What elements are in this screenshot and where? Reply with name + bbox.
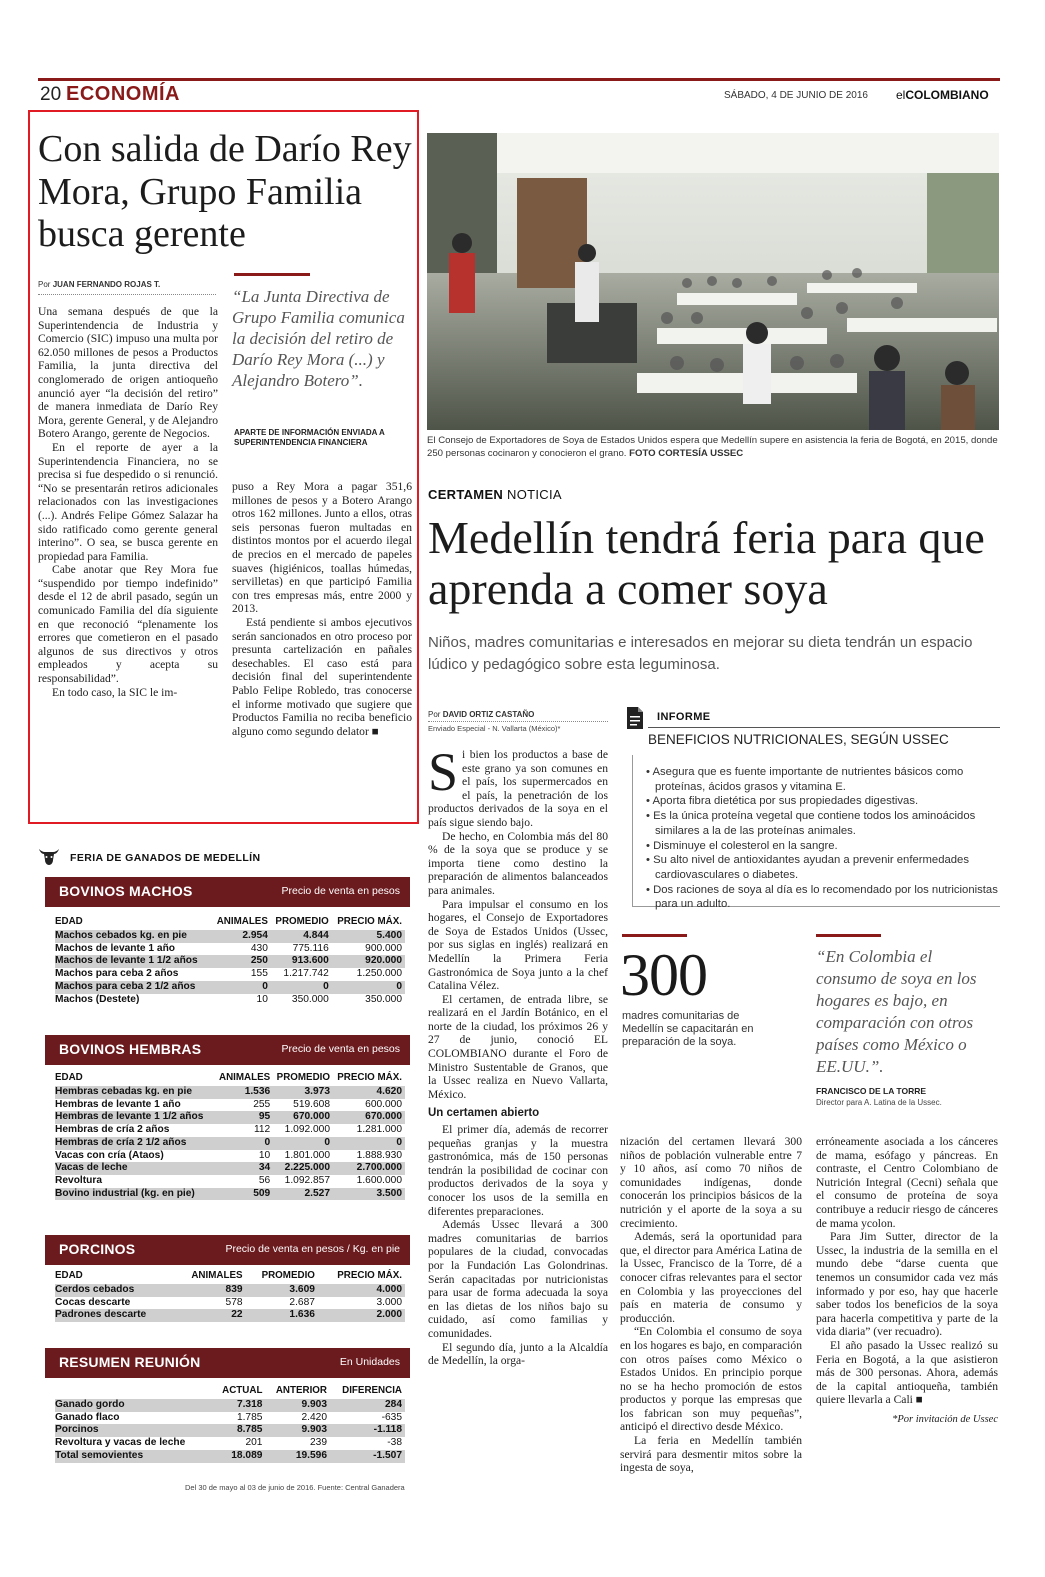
column-header: ANIMALES: [219, 1072, 271, 1083]
table-cell: 250: [212, 955, 271, 968]
table-cell: 284: [330, 1399, 405, 1412]
table-cell: 350.000: [365, 993, 402, 1005]
quote-rule: [234, 273, 310, 276]
row-label: Total semovientes: [55, 1450, 214, 1463]
table-cell: 1.785: [236, 1411, 263, 1423]
table-row: [55, 1450, 405, 1463]
paragraph: “En Colombia el consumo de soya en los hogares es bajo, en comparación con otros países como México o Estados Unidos. En principio porque no se ha hecho promoción de estos productos y porque las empresas que los fabrican son muy pequeñas”, anticipó el directivo desde México.: [620, 1325, 802, 1434]
table-cell: 1.600.000: [356, 1174, 402, 1186]
paragraph: Además Ussec llevará a 300 madres comunitarias de barrios populares de la ciudad, convocadas por la Fundación Las Golondrinas. Serán capacitadas por nutricionistas para usar de forma adecuada la soya en las dietas de los niños bajo su cuidado, así como familias y comunidades.: [428, 1218, 608, 1340]
table-cell: 600.000: [365, 1098, 402, 1110]
paragraph: Además, será la oportunidad para que, el director para América Latina de la Ussec, Francisco de la Torre, dé a conocer cifras relevantes para el sector en Colombia y las proyecciones del país en materia de consumo y producción.: [620, 1230, 802, 1325]
column-header: EDAD: [55, 1270, 83, 1281]
table-cell: -1.118: [330, 1424, 405, 1437]
table-header-bovinos-machos: BOVINOS MACHOS Precio de venta en pesos: [45, 877, 410, 907]
table-cell: 2.527: [273, 1188, 333, 1201]
feria-title: FERIA DE GANADOS DE MEDELLÍN: [70, 852, 261, 864]
table-cell: 2.420: [301, 1411, 328, 1423]
table-header-bovinos-hembras: BOVINOS HEMBRAS Precio de venta en pesos: [45, 1035, 410, 1065]
page-number: 20: [40, 84, 62, 105]
article2-byline-role: Enviado Especial - N. Vallarta (México)*: [428, 724, 561, 733]
table-cell: 4.844: [271, 930, 332, 943]
article2-footnote: *Por invitación de Ussec: [892, 1413, 998, 1425]
table-cell: 3.609: [246, 1284, 318, 1297]
paragraph: En todo caso, la SIC le im-: [52, 685, 178, 699]
table-row: [55, 1297, 405, 1310]
table-row: [55, 1412, 405, 1425]
table-row: [55, 1162, 405, 1175]
table-cell: 5.400: [332, 930, 405, 943]
column-header: ANIMALES: [216, 916, 268, 927]
article1-column-2: [232, 480, 412, 810]
newspaper-brand: elCOLOMBIANO: [896, 88, 989, 102]
table-cell: 430: [250, 942, 268, 954]
row-label: Machos para ceba 2 años: [55, 968, 179, 980]
table-row: [55, 1309, 405, 1322]
table-cell: 0: [333, 1137, 405, 1150]
table-bovinos-hembras: [55, 1072, 405, 1200]
pull-quote-2: “En Colombia el consumo de soya en los hogares es bajo, en comparación con otros países como México o EE.UU.”.: [816, 947, 977, 1076]
table-cell: 509: [216, 1188, 274, 1201]
paragraph: El primer día, además de recorrer pequeñas granjas y la muestra gastronómica, más de 150 personas tendrán la posibilidad de cocinar con productos derivados de la soya y conocer los usos de la semilla en diferentes preparaciones.: [428, 1123, 608, 1218]
table-cell: 10: [258, 1149, 271, 1161]
row-label: Ganado flaco: [55, 1411, 120, 1423]
column-header: PRECIO MÁX.: [337, 916, 402, 927]
paragraph: La feria en Medellín también servirá para desmentir mitos sobre la ingesta de soya,: [620, 1434, 802, 1475]
article1-byline: Por JUAN FERNANDO ROJAS T.: [38, 280, 161, 289]
table-source: Del 30 de mayo al 03 de junio de 2016. Fuente: Central Ganadera: [185, 1483, 405, 1492]
table-row: [55, 943, 405, 956]
column-header: PRECIO MÁX.: [337, 1270, 402, 1281]
table-cell: 255: [253, 1098, 271, 1110]
list-item: • Aporta fibra dietética por sus propiedades digestivas.: [645, 794, 1000, 809]
article1-column-1: [38, 305, 218, 810]
article2-kicker: CERTAMEN NOTICIA: [428, 487, 562, 502]
paragraph: Para impulsar el consumo en los hogares, el Consejo de Exportadores de Soya de Estados Unidos (Ussec, por sus siglas en inglés) realizará en Medellín la Primera Feria Gastronómica de Soya junto a la chef Catalina Vélez.: [428, 897, 608, 993]
row-label: Cocas descarte: [55, 1296, 131, 1308]
column-header: PRECIO MÁX.: [337, 1072, 402, 1083]
table-cell: 775.116: [292, 942, 329, 954]
row-label: Machos de levante 1 año: [55, 942, 176, 954]
row-label: Hembras de levante 1 1/2 años: [55, 1111, 216, 1124]
table-row: [55, 1124, 405, 1137]
informe-title: BENEFICIOS NUTRICIONALES, SEGÚN USSEC: [648, 732, 949, 747]
paragraph: puso a Rey Mora a pagar 351,6 millones de pesos y a Botero Arango otros 162 millones. Junto a ellos, otras seis personas fueron multadas en distintos montos por el acuerdo ilegal de precios en el mercado de papeles suaves (higiénicos, toallas húmedas, servilletas) en que participó Familia con tres empresas más, entre 2000 y 2013.: [232, 480, 412, 616]
pull-quote-2-role: Director para A. Latina de la Ussec.: [816, 1098, 942, 1107]
table-header-resumen: RESUMEN REUNIÓN En Unidades: [45, 1348, 410, 1378]
cattle-icon: [38, 846, 60, 866]
informe-list: [645, 765, 1000, 912]
table-cell: 239: [310, 1437, 328, 1449]
row-label: Hembras de levante 1 año: [55, 1098, 181, 1110]
paragraph: nización del certamen llevará 300 niños de población vulnerable entre 7 y 10 años, así como 70 niños de comunidades indígenas, donde conocerán los principios básicos de la nutrición y el aporte de la soya a su crecimiento.: [620, 1135, 802, 1230]
table-cell: 519.608: [293, 1098, 330, 1110]
stat-text: madres comunitarias de Medellín se capacitarán en preparación de la soya.: [622, 1010, 754, 1048]
row-label: Ganado gordo: [55, 1399, 214, 1412]
article2-headline: Medellín tendrá feria para que aprenda a comer soya: [428, 512, 985, 614]
pull-quote: “La Junta Directiva de Grupo Familia comunica la decisión del retiro de Darío Rey Mora (...) y Alejandro Botero”.: [232, 287, 405, 390]
row-label: Hembras de cría 2 1/2 años: [55, 1137, 216, 1150]
article2-subhead: Un certamen abierto: [428, 1107, 540, 1120]
event-photo: [427, 133, 999, 430]
column-header: PROMEDIO: [275, 916, 329, 927]
column-header: EDAD: [55, 916, 83, 927]
table-cell: 1.888.930: [356, 1149, 402, 1161]
table-cell: 95: [216, 1111, 274, 1124]
table-row: [55, 981, 405, 994]
list-item: • Su alto nivel de antioxidantes ayudan a prevenir enfermedades cardiovasculares o diabetes.: [645, 853, 1000, 882]
pull-quote-2-source: FRANCISCO DE LA TORRE: [816, 1086, 927, 1096]
table-cell: 2.954: [212, 930, 271, 943]
row-label: Machos cebados kg. en pie: [55, 930, 212, 943]
table-row: [55, 1150, 405, 1163]
quote-rule: [816, 934, 881, 937]
table-cell: 4.620: [333, 1086, 405, 1099]
table-cell: 913.600: [271, 955, 332, 968]
article2-deck: Niños, madres comunitarias e interesados en mejorar su dieta tendrán un espacio lúdico y pedagógico sobre esta leguminosa.: [428, 634, 973, 673]
row-label: Hembras cebadas kg. en pie: [55, 1086, 216, 1099]
table-cell: 34: [216, 1162, 274, 1175]
column-header: DIFERENCIA: [342, 1385, 402, 1396]
table-cell: 18.089: [214, 1450, 266, 1463]
table-row: [55, 1424, 405, 1437]
informe-rule: [648, 727, 1000, 728]
paragraph: erróneamente asociada a los cánceres de mama, esófago y páncreas. En contraste, el Centro Colombiano de Nutrición Integral (Cecni) señala que el consumo de proteína de soya contribuye a reducir riesgo de cánceres de mama ycolon.: [816, 1135, 998, 1230]
table-cell: 1.536: [216, 1086, 274, 1099]
table-cell: 0: [216, 1137, 274, 1150]
informe-label: INFORME: [657, 711, 711, 723]
table-row: [55, 1437, 405, 1450]
column-header: ANIMALES: [191, 1270, 243, 1281]
issue-date: SÁBADO, 4 DE JUNIO DE 2016: [724, 90, 868, 101]
table-cell: 2.687: [289, 1296, 315, 1308]
stat-rule: [622, 934, 687, 937]
table-row: [55, 1284, 405, 1297]
table-cell: 920.000: [332, 955, 405, 968]
table-cell: -1.507: [330, 1450, 405, 1463]
row-label: Porcinos: [55, 1424, 214, 1437]
paragraph: En el reporte de ayer a la Superintendencia Financiera, no se precisa si fue despedido o si renunció. “No se presentarán retiros adicionales relacionados con las investigaciones (...). Andrés Felipe Gómez Salazar ha sido ratificado como gerente general interino”. O sea, se busca gerente en propiedad para Familia.: [38, 440, 218, 563]
table-cell: 0: [271, 981, 332, 994]
byline-rule: [428, 721, 608, 722]
row-label: Hembras de cría 2 años: [55, 1124, 170, 1136]
table-row: [55, 1086, 405, 1099]
column-header: PROMEDIO: [276, 1072, 330, 1083]
table-cell: 112: [253, 1124, 271, 1136]
list-item: • Es la única proteína vegetal que contiene todos los aminoácidos similares a la de las proteínas animales.: [645, 809, 1000, 838]
article2-byline: Por DAVID ORTIZ CASTAÑO: [428, 710, 535, 719]
drop-cap: S: [428, 748, 459, 802]
table-row: [55, 1175, 405, 1188]
table-cell: 4.000: [318, 1284, 405, 1297]
event-photo-illustration: [427, 133, 999, 430]
table-cell: 56: [258, 1174, 271, 1186]
article2-column-1: [428, 748, 608, 1490]
table-row: [55, 955, 405, 968]
table-cell: 2.000: [318, 1309, 405, 1322]
table-cell: 10: [256, 993, 268, 1005]
table-row: [55, 968, 405, 981]
table-cell: 670.000: [273, 1111, 333, 1124]
table-cell: 7.318: [214, 1399, 266, 1412]
table-cell: 1.092.857: [284, 1174, 330, 1186]
table-cell: 1.281.000: [356, 1124, 402, 1136]
table-cell: 2.700.000: [333, 1162, 405, 1175]
table-cell: 0: [273, 1137, 333, 1150]
document-icon: [624, 706, 646, 730]
paragraph: Está pendiente si ambos ejecutivos serán sancionados en otro proceso por presunta cartelización en pañales desechables. El caso está para decisión final del superintendente Pablo Felipe Robledo, tras conocerse el informe motivado que sugiere que Productos Familia no reciba beneficio alguno como segundo delator ■: [232, 615, 412, 738]
column-header: [55, 1385, 214, 1399]
column-header: PROMEDIO: [261, 1270, 315, 1281]
table-cell: 1.250.000: [356, 968, 402, 980]
paragraph: Para Jim Sutter, director de la Ussec, la industria de la semilla en el mundo debe “darse cuenta que tenemos un consumidor cada vez más informado y por eso, hay que hacerle saber todos los beneficios de la soya para hacerla competitiva y parte de la vida diaria” (ver recuadro).: [816, 1230, 998, 1339]
paragraph: El certamen, de entrada libre, se realizará en el Jardín Botánico, en el norte de la ciudad, los próximos 26 y 27 de junio, conoció EL COLOMBIANO durante el Foro de Ministro Sustentable de Granos, que la Ussec realiza en Nuevo Vallarta, México.: [428, 992, 608, 1101]
table-resumen: [55, 1385, 405, 1463]
list-item: • Disminuye el colesterol en la sangre.: [645, 839, 1000, 854]
table-cell: 155: [250, 968, 268, 980]
table-cell: 19.596: [265, 1450, 330, 1463]
photo-caption: El Consejo de Exportadores de Soya de Estados Unidos espera que Medellín supere en asistencia la feria de Bogotá, en 2015, donde 250 personas cocinaron y conocieron el grano. FOTO CORTESÍA USSEC: [427, 435, 998, 459]
header-rule: [38, 78, 1000, 81]
paragraph: Una semana después de que la Superintendencia de Industria y Comercio (SIC) impuso una multa por 62.050 millones de pesos a Productos Familia, la junta directiva del conglomerado de origen antioqueño anunció ayer “la decisión del retiro” de manera inmediata de Darío Rey Mora, gerente General, y de Alejandro Botero Arango, gerente de Negocios.: [38, 305, 218, 441]
paragraph-dropcap: Si bien los productos a base de este grano ya son comunes en el país, los supermercados en el país, la penetración de los productos derivados de la soya en el país sigue siendo bajo.: [428, 748, 608, 829]
list-item: • Asegura que es fuente importante de nutrientes básicos como proteínas, ácidos grasos y vitamina E.: [645, 765, 1000, 794]
table-row: [55, 1399, 405, 1412]
row-label: Vacas de leche: [55, 1162, 216, 1175]
table-cell: 0: [212, 981, 271, 994]
table-cell: 900.000: [365, 942, 402, 954]
table-cell: 22: [176, 1309, 246, 1322]
row-label: Revoltura y vacas de leche: [55, 1437, 186, 1449]
column-header: EDAD: [55, 1072, 83, 1083]
column-header: ANTERIOR: [275, 1385, 328, 1396]
article1-headline: Con salida de Darío Rey Mora, Grupo Familia busca gerente: [38, 128, 412, 256]
article2-column-3: [816, 1135, 998, 1495]
table-cell: 8.785: [214, 1424, 266, 1437]
row-label: Machos (Destete): [55, 993, 140, 1005]
row-label: Revoltura: [55, 1174, 102, 1186]
paragraph: El año pasado la Ussec realizó su Feria en Bogotá, a la que asistieron más de 300 personas. Ahora, además de la capital antioqueña, también quiere llevarla a Cali ■: [816, 1338, 998, 1407]
table-header-porcinos: PORCINOS Precio de venta en pesos / Kg. en pie: [45, 1235, 410, 1265]
table-cell: 839: [176, 1284, 246, 1297]
table-cell: 670.000: [333, 1111, 405, 1124]
table-row: [55, 930, 405, 943]
row-label: Machos para ceba 2 1/2 años: [55, 981, 212, 994]
table-cell: 350.000: [291, 993, 329, 1005]
column-header: ACTUAL: [222, 1385, 263, 1396]
table-cell: 3.500: [333, 1188, 405, 1201]
table-cell: 1.092.000: [284, 1124, 330, 1136]
table-cell: 1.801.000: [284, 1149, 330, 1161]
section-name: ECONOMÍA: [66, 83, 180, 105]
table-cell: 201: [245, 1437, 263, 1449]
table-cell: 1.636: [246, 1309, 318, 1322]
row-label: Machos de levante 1 1/2 años: [55, 955, 212, 968]
paragraph: El segundo día, junto a la Alcaldía de Medellín, la orga-: [428, 1340, 608, 1368]
paragraph: De hecho, en Colombia más del 80 % de la soya que se produce y se importa tiene como destino la preparación de alimentos balanceados para animales.: [428, 829, 608, 897]
table-cell: -38: [387, 1437, 402, 1449]
table-row: [55, 1137, 405, 1150]
table-cell: -635: [381, 1411, 402, 1423]
table-bovinos-machos: [55, 916, 405, 1006]
table-cell: 3.000: [376, 1296, 402, 1308]
stat-number: 300: [620, 942, 707, 1008]
row-label: Vacas con cría (Ataos): [55, 1149, 164, 1161]
table-cell: 3.973: [273, 1086, 333, 1099]
paragraph: Cabe anotar que Rey Mora fue “suspendido por tiempo indefinido” desde el 12 de abril pasado, según un comunicado Familia del día siguiente en que reconoció “plenamente los errores que cometieron en el pasado algunos de sus directivos y otros empleados y acepta su responsabilidad”.: [38, 563, 218, 686]
table-porcinos: [55, 1270, 405, 1322]
pull-quote-source: APARTE DE INFORMACIÓN ENVIADA A SUPERINTENDENCIA FINANCIERA: [234, 428, 385, 447]
table-row: [55, 1111, 405, 1124]
table-cell: 578: [225, 1296, 243, 1308]
table-cell: 9.903: [265, 1424, 330, 1437]
table-row: [55, 1188, 405, 1201]
byline-rule: [38, 294, 216, 295]
table-row: [55, 1099, 405, 1112]
table-row: [55, 994, 405, 1007]
row-label: Bovino industrial (kg. en pie): [55, 1188, 216, 1201]
row-label: Padrones descarte: [55, 1309, 176, 1322]
list-item: • Dos raciones de soya al día es lo recomendado por los nutricionistas para un adulto.: [645, 883, 1000, 912]
table-cell: 1.217.742: [283, 968, 329, 980]
article2-column-2: [620, 1135, 802, 1495]
table-cell: 2.225.000: [273, 1162, 333, 1175]
row-label: Cerdos cebados: [55, 1284, 176, 1297]
table-cell: 0: [332, 981, 405, 994]
table-cell: 9.903: [265, 1399, 330, 1412]
